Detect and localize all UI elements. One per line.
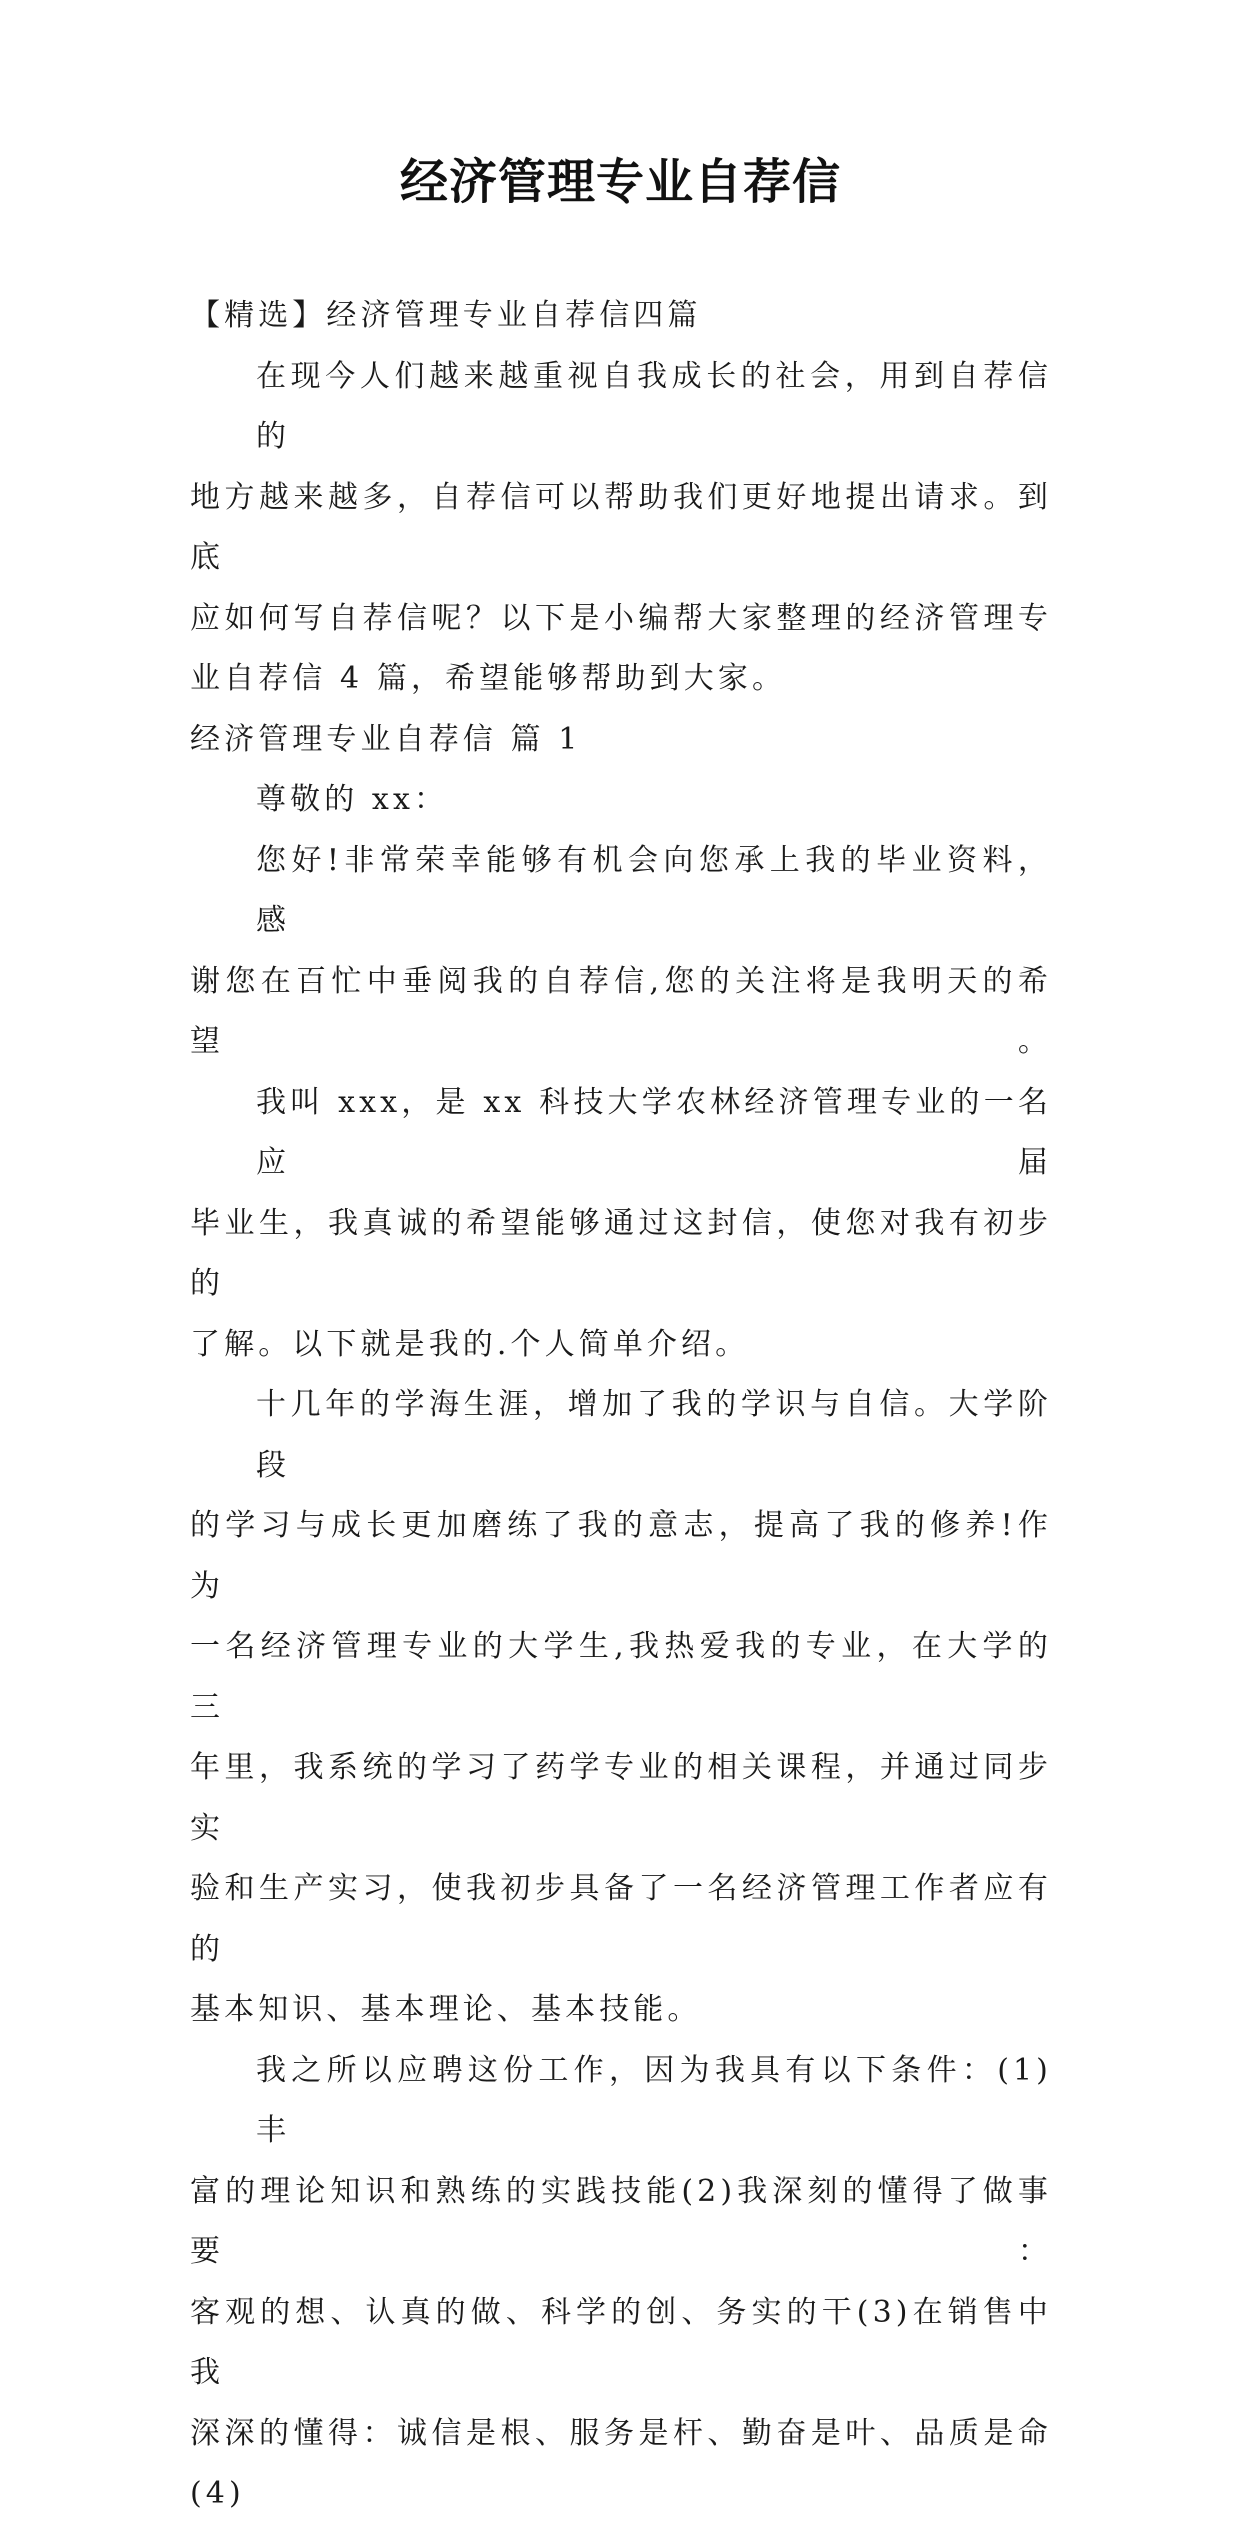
text-line: 验和生产实习，使我初步具备了一名经济管理工作者应有的 <box>190 1871 1052 1967</box>
text-line: 经济管理专业自荐信 篇 1 <box>190 721 582 757</box>
text-line: 了解。以下就是我的.个人简单介绍。 <box>190 1326 750 1362</box>
document-body <box>190 286 1052 2525</box>
text-line: 我之所以应聘这份工作，因为我具有以下条件：(1)丰 <box>256 2052 1052 2148</box>
text-line: 客观的想、认真的做、科学的创、务实的干(3)在销售中我 <box>190 2294 1052 2390</box>
text-line: 一名经济管理专业的大学生,我热爱我的专业，在大学的三 <box>190 1629 1052 1725</box>
text-line: 在现今人们越来越重视自我成长的社会，用到自荐信的 <box>256 358 1052 454</box>
text-line: 十几年的学海生涯，增加了我的学识与自信。大学阶段 <box>256 1387 1052 1483</box>
document-title: 经济管理专业自荐信 <box>399 154 841 210</box>
text-line: 富的理论知识和熟练的实践技能(2)我深刻的懂得了做事要： <box>190 2173 1052 2269</box>
text-line: 年里，我系统的学习了药学专业的相关课程，并通过同步实 <box>190 1750 1052 1846</box>
text-line: 您好!非常荣幸能够有机会向您承上我的毕业资料，感 <box>256 842 1052 938</box>
text-line: 毕业生，我真诚的希望能够通过这封信，使您对我有初步的 <box>190 1205 1052 1301</box>
text-line: 谢您在百忙中垂阅我的自荐信,您的关注将是我明天的希望。 <box>190 963 1052 1059</box>
text-line: 我叫 xxx，是 xx 科技大学农林经济管理专业的一名应届 <box>256 1084 1052 1180</box>
text-line: 尊敬的 xx： <box>256 782 449 817</box>
text-line: 【精选】经济管理专业自荐信四篇 <box>190 298 702 333</box>
text-line: 基本知识、基本理论、基本技能。 <box>190 1992 702 2027</box>
text-line: 的学习与成长更加磨练了我的意志，提高了我的修养!作为 <box>190 1508 1052 1604</box>
text-line: 深深的懂得：诚信是根、服务是杆、勤奋是叶、品质是命(4) <box>190 2415 1052 2511</box>
text-line: 业自荐信 4 篇，希望能够帮助到大家。 <box>190 661 787 696</box>
text-line: 应如何写自荐信呢？以下是小编帮大家整理的经济管理专 <box>190 600 1052 636</box>
text-line: 地方越来越多，自荐信可以帮助我们更好地提出请求。到底 <box>190 479 1052 575</box>
